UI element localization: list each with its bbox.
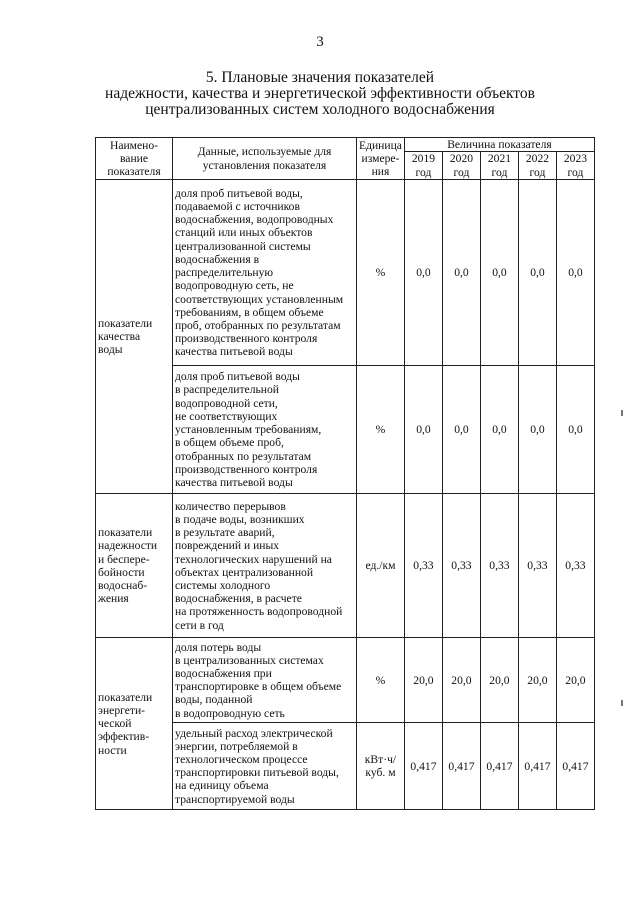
category-label [96, 494, 173, 638]
header-year-word: год [404, 166, 442, 180]
category-label-line: бойности [98, 565, 145, 579]
value-cell: 0,33 [404, 494, 442, 638]
header-year: 2023 [556, 152, 594, 166]
value-cell: 0,0 [404, 180, 442, 366]
category-label-line: энергети- [98, 703, 146, 717]
value-cell: 0,0 [442, 366, 480, 494]
header-value-group: Величина показателя [404, 138, 594, 152]
value-cell: 0,417 [556, 723, 594, 810]
description-line: в водопроводную сеть [175, 706, 285, 720]
description-line: водоснабжения, водопроводных [175, 213, 334, 227]
margin-mark [621, 700, 623, 706]
header-year-word: год [518, 166, 556, 180]
description-line: производственного контроля [175, 332, 318, 346]
category-label [96, 180, 173, 494]
description-line: транспортировки питьевой воды, [175, 766, 339, 780]
category-label-line: водоснаб- [98, 578, 148, 592]
page-number: 3 [316, 34, 324, 50]
unit-line: куб. м [365, 766, 396, 780]
description-line: в централизованных системах [175, 653, 324, 667]
description-line: воды, поданной [175, 693, 253, 707]
header-unit-line: Единица [359, 138, 402, 152]
description-line: технологическом процессе [175, 753, 308, 766]
description-line: подаваемой с источников [175, 200, 300, 214]
description-line: качества питьевой воды [175, 475, 293, 489]
header-data-line: установления показателя [202, 158, 327, 172]
header-data-line: Данные, используемые для [197, 145, 332, 159]
value-cell: 20,0 [556, 638, 594, 723]
description-line: доля проб питьевой воды, [175, 186, 303, 200]
unit-line: % [375, 673, 386, 687]
value-cell: 0,417 [480, 723, 518, 810]
description-line: транспортируемой воды [175, 792, 295, 806]
description-line: водоснабжения, в расчете [175, 592, 302, 606]
unit-line: ед./км [365, 559, 396, 573]
heading-line-1: 5. Плановые значения показателей [205, 69, 435, 86]
description-line: водопроводную сеть, не [175, 279, 294, 293]
value-cell: 0,0 [518, 366, 556, 494]
category-label-line: эффектив- [98, 730, 150, 744]
header-year-word: год [480, 166, 518, 180]
description-line: в общем объеме проб, [175, 436, 284, 450]
description-line: требованиям, в общем объеме [175, 305, 324, 319]
table-body [96, 180, 595, 810]
table-row [96, 638, 595, 723]
header-unit [357, 138, 405, 180]
unit-line: % [375, 266, 386, 280]
description-line: системы холодного [175, 578, 271, 592]
document-heading [0, 70, 640, 118]
category-label-line: ческой [98, 717, 132, 731]
description-line: водопроводной сети, [175, 396, 278, 410]
heading-line-3: централизованных систем холодного водоснабжения [145, 101, 495, 118]
description-line: водоснабжения в [175, 252, 260, 266]
indicator-description [173, 638, 357, 723]
unit-line: % [375, 423, 386, 437]
header-unit-line: измере- [361, 152, 400, 165]
description-line: удельный расход электрической [175, 726, 333, 740]
indicator-description [173, 494, 357, 638]
indicator-description [173, 366, 357, 494]
value-cell: 0,33 [442, 494, 480, 638]
unit-cell [357, 723, 405, 810]
value-cell: 0,0 [480, 366, 518, 494]
value-cell: 20,0 [518, 638, 556, 723]
value-cell: 0,417 [518, 723, 556, 810]
heading-line-2: надежности, качества и энергетической эффективности объектов [105, 85, 535, 102]
header-name-line: показателя [107, 165, 161, 179]
unit-cell [357, 180, 405, 366]
header-name [96, 138, 173, 180]
description-line: централизованной системы [175, 239, 311, 253]
description-line: качества питьевой воды [175, 345, 293, 359]
description-line: распределительную [175, 266, 274, 280]
description-line: количество перерывов [175, 499, 286, 513]
unit-line: кВт·ч/ [364, 753, 397, 766]
table-row [96, 494, 595, 638]
value-cell: 0,0 [556, 180, 594, 366]
description-line: производственного контроля [175, 462, 318, 476]
description-line: на протяженность водопроводной [175, 605, 343, 619]
description-line: на единицу объема [175, 779, 269, 793]
header-year: 2020 [442, 152, 480, 166]
category-label-line: ности [98, 743, 127, 757]
header-year-word: год [442, 166, 480, 180]
description-line: соответствующих установленным [175, 292, 344, 306]
value-cell: 0,0 [442, 180, 480, 366]
header-year: 2021 [480, 152, 518, 166]
value-cell: 0,0 [518, 180, 556, 366]
description-line: станций или иных объектов [175, 226, 313, 240]
header-year: 2019 [404, 152, 442, 166]
header-year: 2022 [518, 152, 556, 166]
description-line: повреждений и иных [175, 539, 280, 553]
table-row [96, 180, 595, 366]
description-line: в подаче воды, возникших [175, 512, 305, 526]
description-line: доля потерь воды [175, 640, 262, 654]
description-line: объектах централизованной [175, 565, 314, 579]
description-line: транспортировке в общем объеме [175, 680, 342, 694]
description-line: водоснабжения при [175, 667, 272, 680]
indicators-table [95, 137, 595, 810]
description-line: энергии, потребляемой в [175, 739, 298, 753]
header-name-line: вание [119, 152, 149, 165]
description-line: доля проб питьевой воды [175, 370, 300, 384]
value-cell: 20,0 [480, 638, 518, 723]
category-label [96, 638, 173, 810]
description-line: отобранных по результатам [175, 449, 312, 463]
description-line: не соответствующих [175, 409, 278, 423]
value-cell: 0,33 [556, 494, 594, 638]
value-cell: 0,0 [480, 180, 518, 366]
header-unit-line: ния [371, 165, 390, 179]
category-label-line: и беспере- [98, 552, 150, 566]
unit-cell [357, 494, 405, 638]
value-cell: 0,33 [518, 494, 556, 638]
value-cell: 20,0 [404, 638, 442, 723]
value-cell: 20,0 [442, 638, 480, 723]
unit-cell [357, 366, 405, 494]
description-line: в результате аварий, [175, 526, 275, 540]
value-cell: 0,0 [556, 366, 594, 494]
category-label-line: показатели [98, 690, 153, 704]
category-label-line: качества [98, 330, 141, 344]
description-line: в распределительной [175, 383, 279, 397]
value-cell: 0,33 [480, 494, 518, 638]
indicator-description [173, 180, 357, 366]
header-data [173, 138, 357, 180]
category-label-line: показатели [98, 526, 153, 540]
category-label-line: жения [98, 592, 129, 606]
value-cell: 0,0 [404, 366, 442, 494]
value-cell: 0,417 [404, 723, 442, 810]
margin-mark [621, 410, 623, 416]
description-line: сети в год [175, 618, 224, 632]
header-year-word: год [556, 166, 594, 180]
category-label-line: надежности [98, 539, 158, 553]
category-label-line: воды [98, 343, 123, 357]
category-label-line: показатели [98, 316, 153, 330]
description-line: установленным требованиям, [175, 423, 322, 437]
unit-cell [357, 638, 405, 723]
indicator-description [173, 723, 357, 810]
value-cell: 0,417 [442, 723, 480, 810]
header-name-line: Наимено- [109, 138, 159, 152]
description-line: технологических нарушений на [175, 552, 332, 566]
description-line: проб, отобранных по результатам [175, 318, 341, 332]
